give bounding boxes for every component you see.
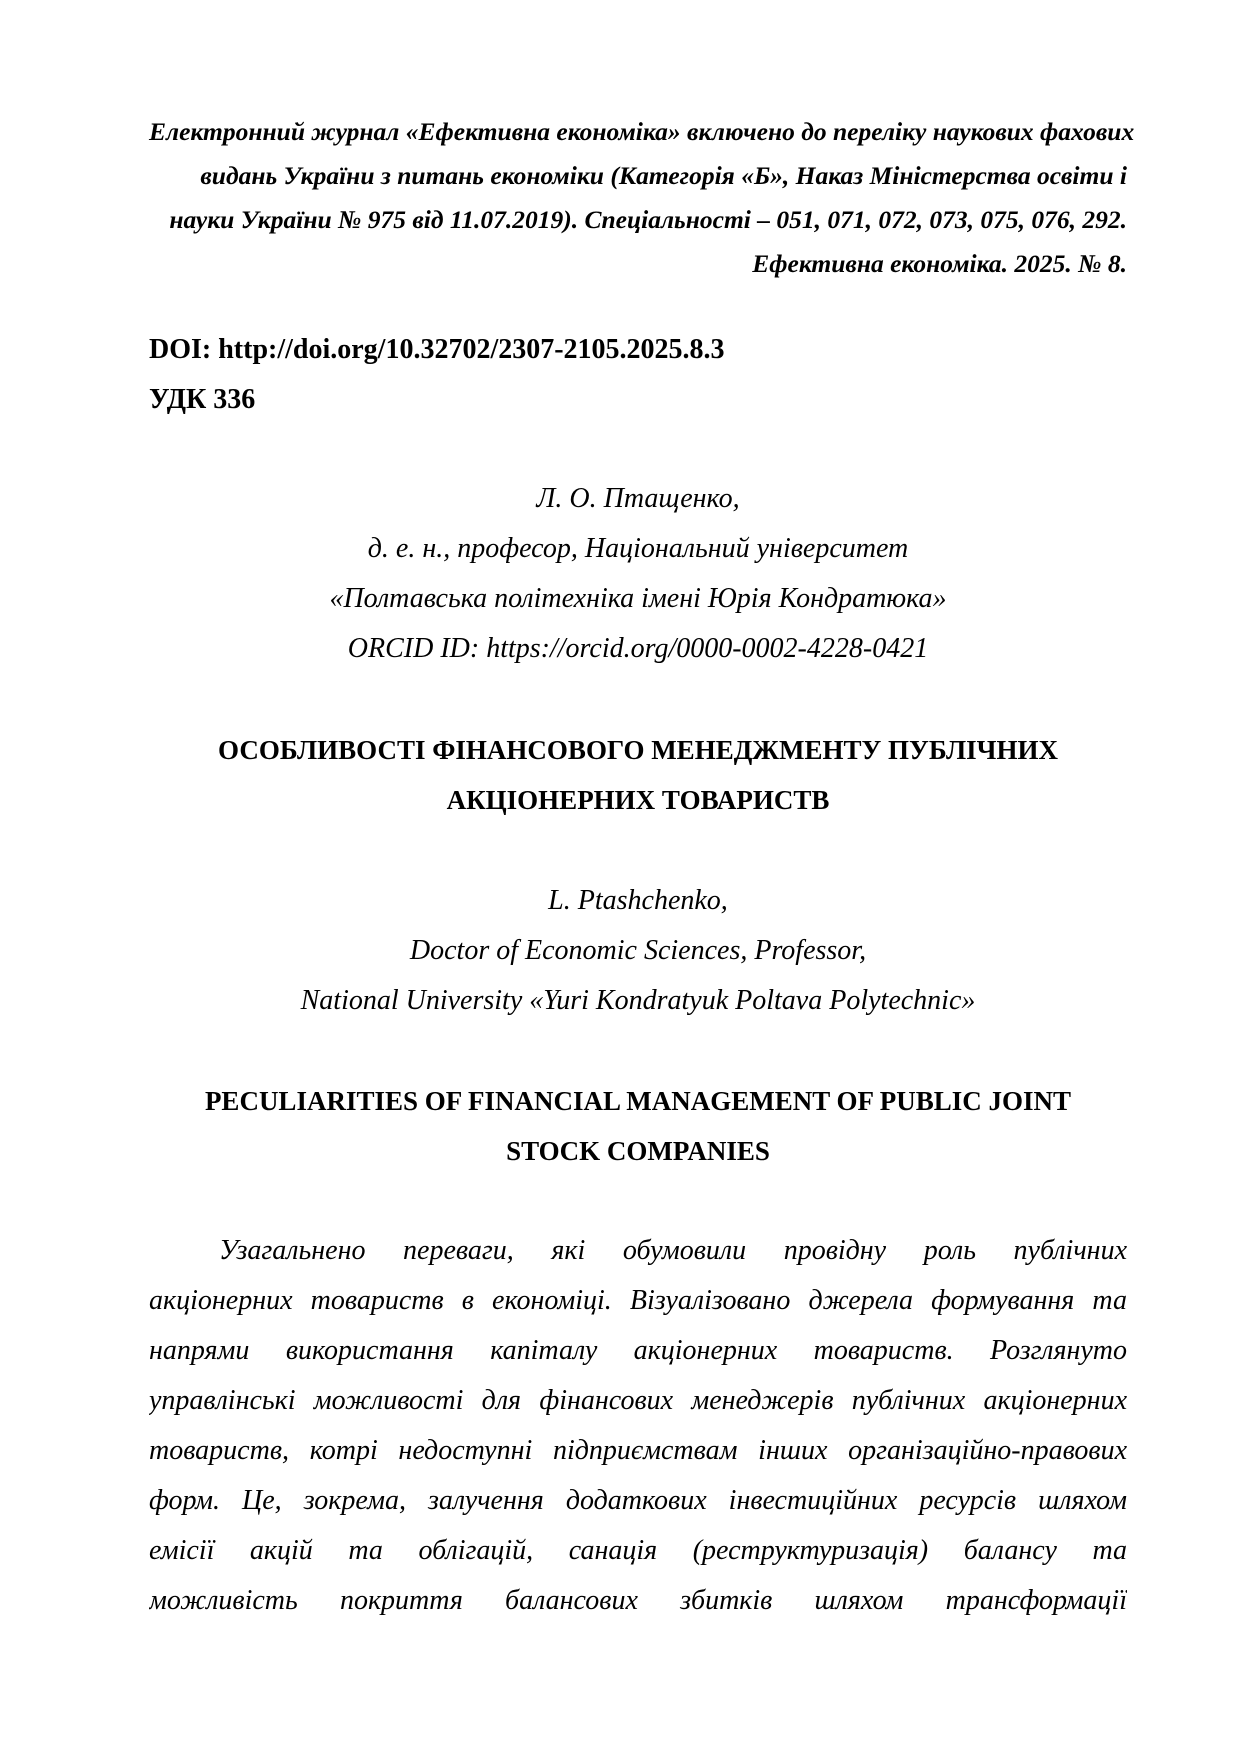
header-line: Електронний журнал «Ефективна економіка» включено до переліку наукових фахових [149, 117, 1135, 146]
abstract-line: форм. Це, зокрема, залучення додаткових інвестиційних ресурсів шляхом [149, 1485, 1127, 1516]
header-line: науки України № 975 від 11.07.2019). Спеціальності – 051, 071, 072, 073, 075, 076, 292. [169, 205, 1127, 234]
article-title-en [149, 1076, 1127, 1176]
abstract-line: Узагальнено переваги, які обумовили провідну роль публічних [219, 1235, 1127, 1266]
author-affiliation: «Полтавська політехніка імені Юрія Кондратюка» [329, 583, 947, 614]
title-line: PECULIARITIES OF FINANCIAL MANAGEMENT OF PUBLIC JOINT [204, 1086, 1072, 1116]
header-line: Ефективна економіка. 2025. № 8. [752, 249, 1127, 278]
author-block-ua [149, 474, 1127, 674]
abstract-line: можливість покриття балансових збитків шляхом трансформації [149, 1585, 1127, 1616]
article-title-ua [149, 725, 1127, 825]
abstract-line: товариств, котрі недоступні підприємствам інших організаційно-правових [149, 1435, 1127, 1466]
title-line: АКЦІОНЕРНИХ ТОВАРИСТВ [446, 785, 830, 815]
abstract-line: емісії акцій та облігацій, санація (реструктуризація) балансу та [149, 1535, 1127, 1566]
abstract-line: напрями використання капіталу акціонерних товариств. Розглянуто [149, 1335, 1127, 1366]
abstract-line: акціонерних товариств в економіці. Візуалізовано джерела формування та [149, 1285, 1127, 1316]
author-block-en [149, 876, 1127, 1026]
header-line: видань України з питань економіки (Категорія «Б», Наказ Міністерства освіти і [200, 161, 1127, 190]
abstract-line: управлінські можливості для фінансових менеджерів публічних акціонерних [149, 1385, 1127, 1416]
author-affiliation: National University «Yuri Kondratyuk Poltava Polytechnic» [300, 985, 976, 1016]
author-name: L. Ptashchenko, [548, 885, 728, 916]
title-line: STOCK COMPANIES [506, 1136, 770, 1166]
article-meta [149, 325, 725, 425]
udc: УДК 336 [149, 384, 256, 415]
author-degree: д. е. н., професор, Національний університет [367, 533, 909, 564]
author-orcid: ORCID ID: https://orcid.org/0000-0002-4228-0421 [347, 633, 929, 664]
author-name: Л. О. Птащенко, [536, 483, 740, 514]
doi: DOI: http://doi.org/10.32702/2307-2105.2025.8.3 [149, 334, 725, 365]
abstract [149, 1226, 1127, 1626]
author-degree: Doctor of Economic Sciences, Professor, [409, 935, 867, 966]
title-line: ОСОБЛИВОСТІ ФІНАНСОВОГО МЕНЕДЖМЕНТУ ПУБЛІЧНИХ [218, 735, 1058, 765]
journal-header [149, 110, 1135, 286]
